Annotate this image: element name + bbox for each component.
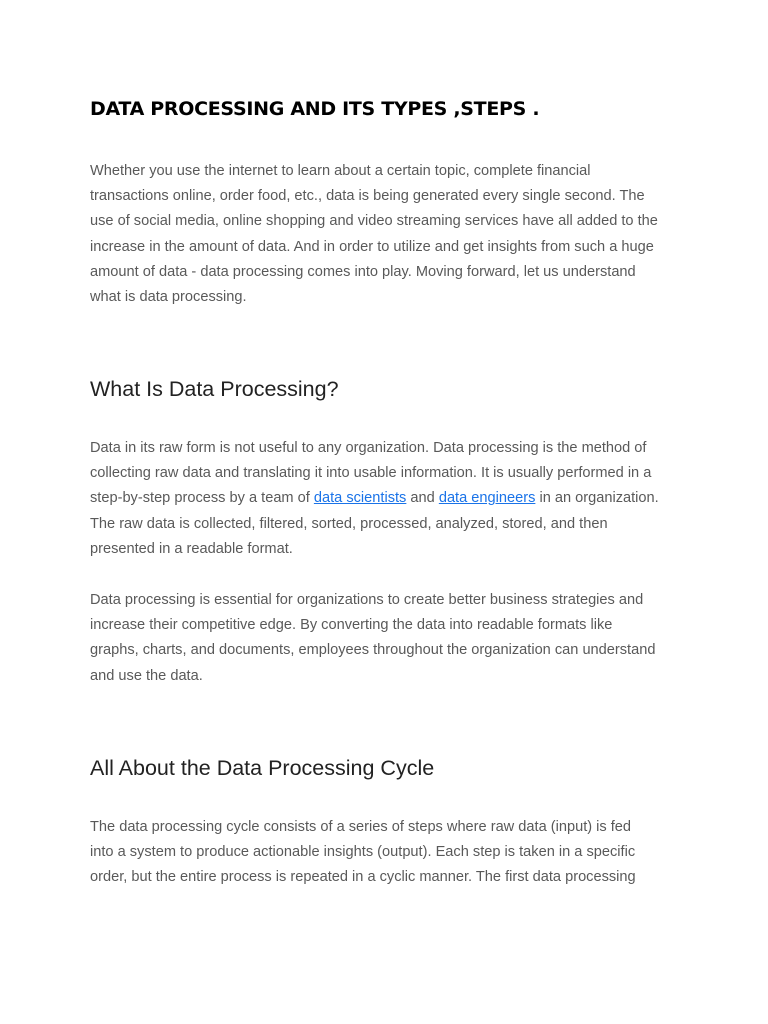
intro-paragraph [90,159,690,310]
text-line: into a system to produce actionable insights (output). Each step is taken in a specific [90,844,636,861]
text-line: use of social media, online shopping and video streaming services have all added to the [90,213,658,230]
text-segment: in an organization. [535,490,659,507]
section-heading-data-processing-cycle: All About the Data Processing Cycle [90,756,435,780]
text-segment: and [406,490,439,507]
text-line: collecting raw data and translating it into usable information. It is usually performed in a [90,465,652,482]
importance-paragraph [90,588,690,689]
text-line: amount of data - data processing comes into play. Moving forward, let us understand [90,263,636,280]
cycle-paragraph [90,815,690,891]
data-scientists-link[interactable]: data scientists [313,490,407,507]
text-line-with-links [90,486,690,511]
text-line: Data in its raw form is not useful to any organization. Data processing is the method of [90,440,647,456]
section-heading-what-is-data-processing: What Is Data Processing? [90,377,339,401]
text-line: The data processing cycle consists of a series of steps where raw data (input) is fed [90,819,632,835]
text-line: graphs, charts, and documents, employees throughout the organization can understand [90,642,656,659]
document-title: DATA PROCESSING AND ITS TYPES ,STEPS . [90,98,540,120]
text-line: increase in the amount of data. And in order to utilize and get insights from such a huge [90,238,654,255]
text-line: transactions online, order food, etc., data is being generated every single second. The [90,188,645,205]
text-line: Whether you use the internet to learn about a certain topic, complete financial [90,163,591,179]
text-line: increase their competitive edge. By converting the data into readable formats like [90,617,613,634]
text-line: and use the data. [90,667,203,684]
text-line: Data processing is essential for organizations to create better business strategies and [90,592,644,608]
text-line: what is data processing. [90,289,247,306]
text-segment: step-by-step process by a team of [90,490,314,507]
text-line: order, but the entire process is repeated in a cyclic manner. The first data processing [90,869,636,886]
data-engineers-link[interactable]: data engineers [438,490,536,507]
text-line: presented in a readable format. [90,540,293,557]
definition-paragraph [90,436,690,562]
text-line: The raw data is collected, filtered, sorted, processed, analyzed, stored, and then [90,515,608,532]
